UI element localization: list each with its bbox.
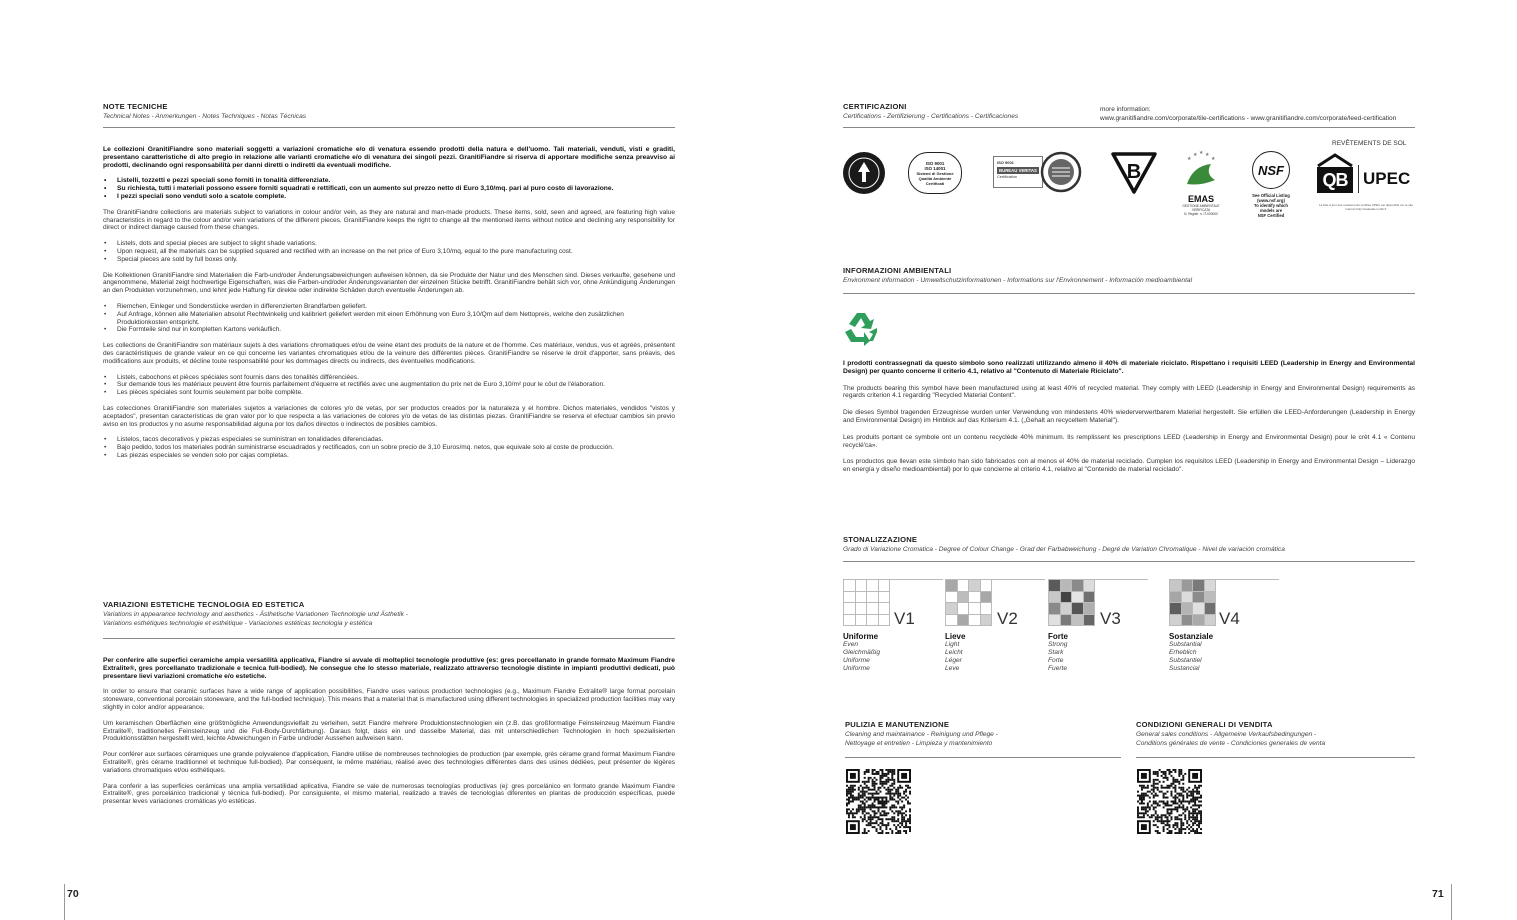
nsf-line: models are: [1259, 208, 1283, 213]
emas-sub: VERIFICATA: [1191, 208, 1211, 212]
list-item: • Listels, dots and special pieces are subject to slight shade variations.: [103, 240, 675, 248]
page-number-right: 71: [1432, 888, 1444, 900]
variation-translation: Even: [843, 641, 859, 648]
ambientali-es: Los productos que llevan este símbolo han sido fabricados con al menos el 40% de material reciclado. Cumplen los requisitos LEED (Leadership in Energy and Environmental Design – Liderazgo en energía y diseño medioambiental) por lo que concierne al criterio 4.1, relativo al "Contenido de material reciclado".: [843, 458, 1415, 474]
nsf-line: NSF Certified: [1257, 213, 1285, 218]
ambientali-title: INFORMAZIONI AMBIENTALI: [843, 266, 952, 275]
variation-code: V4: [1219, 609, 1240, 628]
variazioni-subtitle: Variations in appearance technology and aesthetics - Ästhetische Variationen Technologie und Ästhetik -: [103, 611, 408, 618]
ambientali-en: The products bearing this symbol have been manufactured using at least 40% of recycled material. They comply with LEED (Leadership in Energy and Environmental Design) requirements as regards criterion 4.1 regarding "Recycled Material Content".: [843, 384, 1415, 400]
nsf-label: NSF: [1258, 162, 1284, 178]
more-info: [1100, 105, 1396, 123]
divider: [843, 127, 1415, 128]
emas-sub: GESTIONE AMBIENTALE: [1182, 204, 1220, 208]
variation-translation: Sustancial: [1169, 665, 1200, 672]
variation-name: Uniforme: [843, 632, 879, 641]
bv-line: BUREAU VERITAS: [997, 167, 1039, 174]
variation-translation: Leicht: [945, 649, 963, 656]
certificazioni-title: CERTIFICAZIONI: [843, 102, 907, 111]
nsf-line: (www.nsf.org): [1257, 198, 1285, 203]
es-bullets: [103, 436, 675, 459]
list-item: • Las piezas especiales se venden solo por cajas completas.: [103, 452, 675, 460]
list-item: • Die Formteile sind nur in kompletten Kartons verkäuflich.: [103, 326, 675, 334]
iso-certification-icon: [908, 152, 962, 194]
variation-translation: Light: [945, 641, 960, 648]
bv-shield-icon: [1110, 150, 1158, 194]
it-bullets: [103, 177, 675, 200]
qb-house-icon: [1316, 153, 1354, 193]
stonalizzazione-title: STONALIZZAZIONE: [843, 535, 918, 544]
en-bullets: [103, 240, 675, 263]
divider: [843, 561, 1415, 562]
variation-level-v1: [843, 579, 943, 679]
ambientali-subtitle: Environment information - Umweltschutzinformationen - Informations sur l'Environnement - Información medioambiental: [843, 277, 1193, 284]
divider: [845, 757, 1121, 758]
variation-translation: Strong: [1048, 641, 1068, 648]
divider: [103, 127, 675, 128]
fr-intro: Les collections de GranitiFiandre son matériaux sujets à des variations chromatiques et/ou de veine étant des produits de la nature et de l'homme. Ces matériaux, vendus, vus et agréés, présentent des caractéristiques de grande valeur en ce qui concerne les variantes chromatiques et/ou de la veinure des différentes pièces. GranitiFiandre se réserve le droit d'apporter, sans préavis, des modifications aux produits, et décline toute responsabilité pour les dommages directs ou indirects, des éventuelles modifications.: [103, 342, 675, 365]
condizioni-subtitle: Conditions générales de vente - Condiciones generales de venta: [1136, 740, 1326, 747]
variation-translation: Substantial: [1169, 641, 1202, 648]
roof-icon: [1316, 153, 1354, 167]
certificazioni-section: [843, 102, 1143, 121]
revetements-label: REVÊTEMENTS DE SOL: [1332, 140, 1407, 147]
condizioni-subtitle: General sales conditions - Allgemeine Verkaufsbedingungen -: [1136, 731, 1317, 738]
pulizia-section: [845, 720, 1121, 748]
de-intro: Die Kollektionen GranitiFiandre sind Materialien die Farb-und/oder Änderungsabweichungen aufweisen können, da sie Produkte der Natur und des Menschen sind. Dieses verkaufte, gesehene und angenommene, Material zeigt hochwertige Eigenschaften, was die Farben-und/oder Änderungsvarianten der einzelnen Stücke betrifft. GranitiFiandre behält sich vor, ohne Ankündigung Änderungen an den Produkten vorzunehmen, und lehnt jede Haftung für direkte oder indirekte Schäden durch eventuelle Änderungen ab.: [103, 271, 675, 295]
variation-translation: Léger: [945, 657, 962, 664]
svg-text:★: ★: [1211, 156, 1216, 162]
bv-line: ISO 9001: [997, 160, 1014, 165]
svg-text:★: ★: [1187, 156, 1192, 162]
list-item: • Su richiesta, tutti i materiali possono essere forniti squadrati e rettificati, con un aumento sul prezzo netto di Euro 3,10/mq. pari al puro costo di lavorazione.: [103, 185, 675, 193]
nsf-badge: [1243, 151, 1299, 218]
condizioni-section: [1136, 720, 1415, 748]
variation-name: Forte: [1048, 632, 1068, 641]
variation-translation: Substantiel: [1169, 657, 1202, 664]
divider: [1136, 757, 1415, 758]
ambientali-it: I prodotti contrassegnati da questo simbolo sono realizzati utilizzando almeno il 40% di materiale riciclato. Rispettano i requisiti LEED (Leadership in Energy and Environmental Design) per quanto concerne il criterio 4.1, relativo al "Contenuto di Materiale Riciclato".: [843, 360, 1415, 375]
variation-level-v3: [1048, 579, 1148, 679]
note-tecniche-body: [103, 146, 675, 460]
bureau-veritas-icon: [993, 156, 1043, 188]
svg-text:★: ★: [1205, 152, 1210, 158]
green-building-council-icon: [842, 151, 886, 195]
upec-label: UPEC: [1358, 165, 1410, 193]
variation-code: V3: [1100, 609, 1121, 628]
list-item: • I pezzi speciali sono venduti solo a scatole complete.: [103, 193, 675, 201]
variazioni-title: VARIAZIONI ESTETICHE TECNOLOGIA ED ESTETICA: [103, 600, 305, 609]
list-item: • Les pièces spéciales sont fournis seulement par boîte complète.: [103, 389, 675, 397]
list-item: • Listelli, tozzetti e pezzi speciali sono forniti in tonalità differenziate.: [103, 177, 675, 185]
pulizia-title: PULIZIA E MANUTENZIONE: [845, 720, 950, 729]
variazioni-subtitle: Variations esthétiques technologie et esthétique - Variaciones estéticas tecnologia y estética: [103, 620, 373, 627]
ambientali-body: [843, 360, 1415, 474]
emas-label: EMAS: [1187, 194, 1214, 204]
variazioni-body: [103, 657, 675, 806]
qr-code-sales-conditions[interactable]: [1137, 769, 1202, 834]
bureau-veritas-seal-icon: [1040, 151, 1082, 193]
list-item: • Upon request, all the materials can be supplied squared and rectified with an increase on the net price of Euro 3,10/mq, equal to the pure manufacturing cost.: [103, 248, 675, 256]
variazioni-fr: Pour conférer aux surfaces céramiques une grande polyvalence d'application, Fiandre utilise de nombreuses technologies de production (par exemple, grès cérame grand format Maximum Fiandre Extralite®, grès cérame traditionnel et technique full-bodied). Par conséquent, le même matériau, réalisé avec des technologies différentes dans des usines dédiées, peut présenter de légères variations chromatiques et/ou esthétiques.: [103, 751, 675, 774]
page-edge-line: [1451, 884, 1452, 920]
nsf-icon: [1252, 151, 1290, 189]
variazioni-de: Um keramischen Oberflächen eine größtmögliche Anwendungsvielfalt zu verleihen, setzt Fiandre mehrere Produktionstechnologien ein (z.B. das großformatige Feinsteinzeug Maximum Fiandre Extralite®, traditionelles Feinsteinzeug und die Full-Body-Durchfärbung). Daraus folgt, dass ein und dasselbe Material, das mit unterschiedlichen Technologien in hoch spezialisierten Produktionsstätten hergestellt wird, leichte Abweichungen in Farbe und/oder Aussehen aufweisen kann.: [103, 719, 675, 743]
stonalizzazione-subtitle: Grado di Variazione Cromatica - Degree of Colour Change - Grad der Farbabweichung - Degré de Variation Chromatique - Nivel de variación cromática: [843, 546, 1285, 553]
variation-translation: Erheblich: [1169, 649, 1197, 656]
list-item: • Auf Anfrage, können alle Materialien absolut Rechtwinkelig und kalibriert geliefert werden mit einen Erhöhnung von Euro 3,10/Qm auf dem Nettopreis, welche den zusätzlichen Produktionkosten entspricht.: [103, 311, 675, 327]
variation-code: V1: [894, 609, 915, 628]
iso-line: Certificati: [925, 180, 945, 186]
svg-text:B: B: [1126, 161, 1142, 183]
ambientali-section: [843, 266, 1415, 285]
variation-level-v4: [1169, 579, 1279, 679]
iso-line: Qualità Ambiente: [918, 175, 952, 181]
bv-line: Certification: [997, 175, 1018, 179]
variation-translation: Gleichmäßig: [843, 649, 881, 656]
variazioni-section: [103, 600, 675, 628]
variation-translation: Leve: [945, 665, 960, 672]
list-item: • Special pieces are sold by full boxes only.: [103, 256, 675, 264]
grid-v3: [1048, 579, 1148, 626]
it-intro: Le collezioni GranitiFiandre sono materiali soggetti a variazioni cromatiche e/o di venatura essendo prodotti della natura e dell'uomo. Tali materiali, venduti, visti e graditi, presentano caratteristiche di alto pregio in relazione alle varianti cromatiche e/o di venatura dei singoli pezzi. GranitiFiandre si riserva di apportare modifiche senza preavviso ai prodotti, declinando ogni responsabilità per danni diretti o indiretti da eventuali modifiche.: [103, 146, 675, 169]
qb-label: QB: [1317, 167, 1353, 193]
page-number-left: 70: [67, 888, 79, 900]
iso-line: Sistemi di Gestione: [916, 170, 954, 176]
en-intro: The GranitiFiandre collections are materials subject to variations in colour and/or vein, as they are natural and man-made products. These items, sold, seen and agreed, are featuring high value characteristics in regard to the colour and/or vein variations of the different pieces. GranitiFiandre keeps the right to change all the mentioned items without notice and declining any responsibility for direct or indirect damage caused from these changes.: [103, 208, 675, 232]
upec-note: La liste à jour des revêtements certifiés UPEC est disponible sur le site internet http://evaluation.cstb.fr: [1318, 203, 1414, 211]
grid-v1: [843, 579, 943, 626]
ambientali-de: Die dieses Symbol tragenden Erzeugnisse wurden unter Verwendung von mindestens 40% wiederverwertbarem Material hergestellt. Sie erfüllen die LEED-Anforderungen (Leadership in Energy and Environmental Design) im Hinblick auf das Kriterium 4.1. („Gehalt an recyceltem Material").: [843, 409, 1415, 424]
variazioni-es: Para conferir a las superficies cerámicas una amplia versatilidad aplicativa, Fiandre se vale de numerosas tecnologías productivas (ej: gres porcelánico en formato grande Maximum Fiandre Extralite®, gres porcelánico tradicional y técnica full-bodied). Por consiguiente, el mismo material, realizado a través de tecnologías diferentes en plantas de producción específicas, puede presentar leves variaciones cromáticas y/o estéticas.: [103, 782, 675, 806]
svg-text:★: ★: [1199, 150, 1204, 156]
list-item: • Listelos, tacos decorativos y piezas especiales se suministran en tonalidades diferenciadas.: [103, 436, 675, 444]
variation-name: Sostanziale: [1169, 632, 1214, 641]
list-item: • Riemchen, Einleger und Sonderstücke werden in differenzierten Brandfarben geliefert.: [103, 303, 675, 311]
emas-sub: N. Registr. n. IT-000000: [1184, 212, 1218, 216]
variation-translation: Fuerte: [1048, 665, 1068, 672]
list-item: • Listels, cabochons et pièces spéciales sont fournis dans des tonalités différenciées.: [103, 374, 675, 382]
iso-line: ISO 14001: [924, 165, 946, 171]
page-edge-line: [64, 884, 65, 920]
condizioni-title: CONDIZIONI GENERALI DI VENDITA: [1136, 720, 1273, 729]
note-tecniche-subtitle: Technical Notes - Anmerkungen - Notes Techniques - Notas Técnicas: [103, 113, 307, 120]
certificazioni-subtitle: Certifications - Zertifizierung - Certifications - Certificaciones: [843, 113, 1019, 120]
variation-translation: Uniforme: [843, 657, 870, 664]
variation-translation: Uniforme: [843, 665, 870, 672]
iso-line: ISO 9001: [925, 160, 945, 166]
emas-icon: [1181, 150, 1221, 190]
divider: [843, 293, 1415, 294]
divider: [103, 638, 675, 639]
upec-badge: [1316, 153, 1416, 211]
emas-badge: [1176, 150, 1226, 216]
variation-level-v2: [945, 579, 1045, 679]
variation-code: V2: [997, 609, 1018, 628]
pulizia-subtitle: Nettoyage et entretien - Limpieza y mantenimiento: [845, 740, 993, 747]
qr-code-cleaning[interactable]: [846, 769, 911, 834]
nsf-line: See Official Listing: [1252, 193, 1290, 198]
variazioni-it: Per conferire alle superfici ceramiche ampia versatilità applicativa, Fiandre si avvale di molteplici tecnologie produttive (es: gres porcellanato in grande formato Maximum Fiandre Extralite®, gres porcellanato tradizionale e tecnica full-bodied). Ne consegue che lo stesso materiale, realizzato attraverso tecnologie distinte in impianti produttivi dedicati, può presentare lievi variazioni cromatiche e/o estetiche.: [103, 657, 675, 680]
es-intro: Las colecciones GranitiFiandre son materiales sujetos a variaciones de colores y/o de vetas, por ser productos creados por la naturaleza y el hombre. Dichos materiales, vendidos "vistos y aceptados", presentan características de gran valor por lo que respecta a las variaciones de colores y/o de vetas de las distintas piezas. GranitiFiandre se reserva el efectuar cambios sin previo aviso en los productos y no asume responsabilidad alguna por los daños directos o indirectos de posibles cambios.: [103, 404, 675, 428]
de-bullets: [103, 303, 675, 334]
variation-translation: Stark: [1048, 649, 1064, 656]
stonalizzazione-section: [843, 535, 1415, 554]
ambientali-fr: Les produits portant ce symbole ont un contenu recyclède 40% minimum. Ils remplissent les prescriptions LEED (Leadership in Energy and Environmental Design) pour le crèt 4.1 « Contenu recyclé'ca».: [843, 433, 1415, 449]
recycle-icon: [842, 311, 880, 347]
grid-v2: [945, 579, 1045, 626]
pulizia-subtitle: Cleaning and maintainance - Reinigung und Pflege -: [845, 731, 998, 738]
more-info-label: more information:: [1100, 106, 1151, 113]
svg-text:★: ★: [1193, 152, 1198, 158]
more-info-links[interactable]: www.granitifiandre.com/corporate/tile-certifications - www.granitifiandre.com/corporate/leed-certification: [1100, 115, 1397, 122]
fr-bullets: [103, 374, 675, 397]
variation-name: Lieve: [945, 632, 966, 641]
note-tecniche-section: [103, 102, 675, 121]
list-item: • Bajo pedido, todos los materiales podrán suministrarse escuadrados y rectificados, con un sobre precio de 3,10 Euros/mq. netos, que equivale solo al coste de producción.: [103, 444, 675, 452]
list-item: • Sur demande tous les matériaux peuvent être fournis parfaitement d'équerre et rectifiés avec une augmentation du prix net de Euro 3,10/m² pour le côut de l'élaboration.: [103, 381, 675, 389]
variazioni-en: In order to ensure that ceramic surfaces have a wide range of application possibilities, Fiandre uses various production technologies (e.g., Maximum Fiandre Extralite® large format porcelain stoneware, conventional porcelain stoneware, and the full-bodied technique). This means that a material that is manufactured using different technologies in specialized production facilities may vary slightly in color and/or appearance.: [103, 688, 675, 711]
variation-translation: Forte: [1048, 657, 1064, 664]
nsf-line: To identify which: [1254, 203, 1288, 208]
note-tecniche-title: NOTE TECNICHE: [103, 102, 168, 111]
